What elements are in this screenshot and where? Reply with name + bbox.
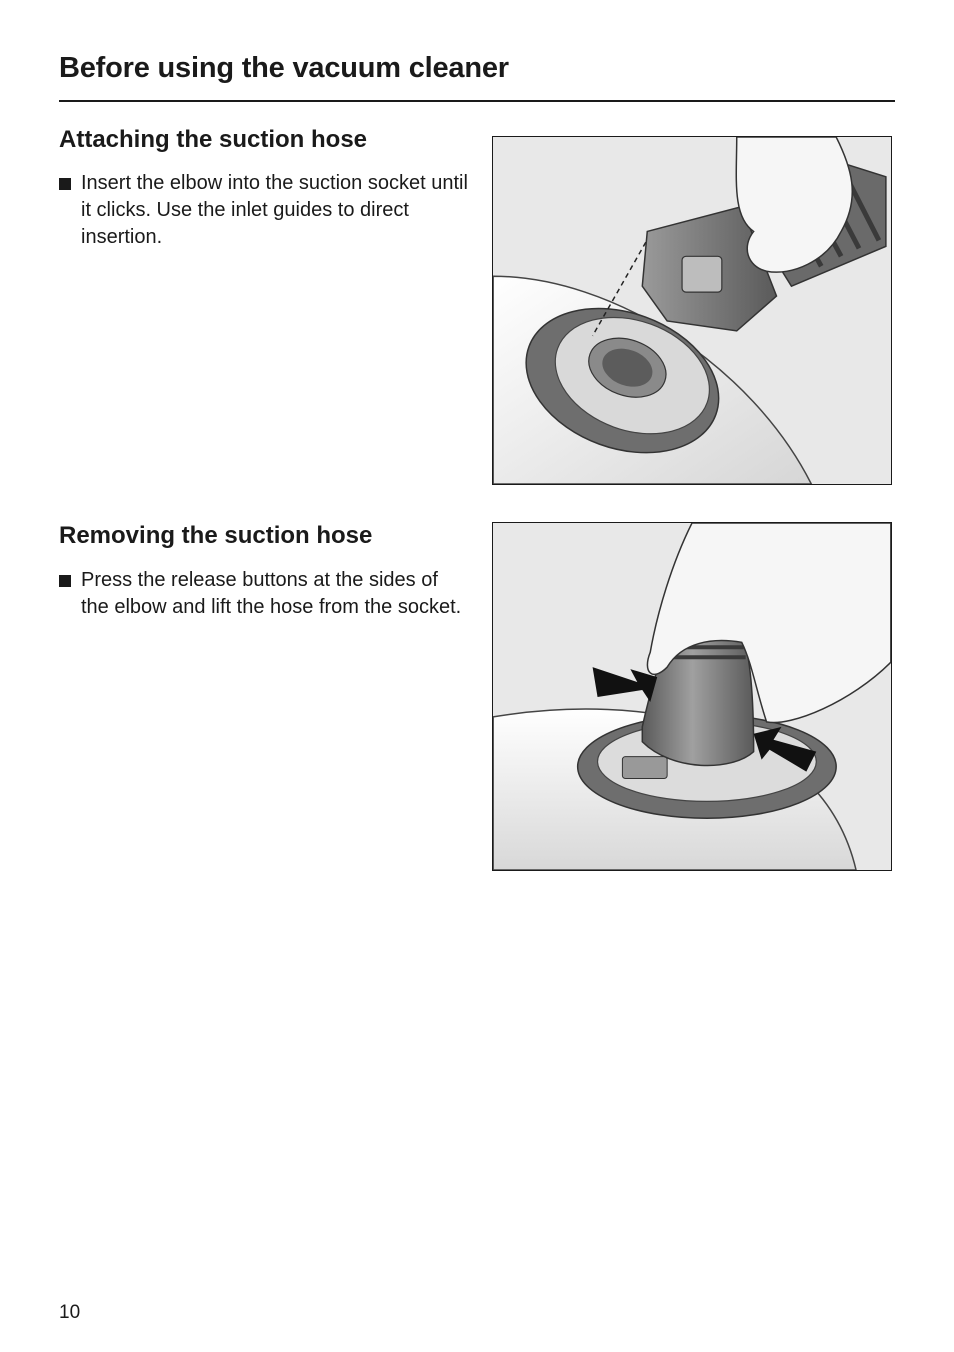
illustration-removing-hose: [492, 522, 892, 871]
section-heading-attaching: Attaching the suction hose: [59, 126, 368, 153]
page-number: 10: [59, 1302, 81, 1323]
bullet-item-removing: [59, 567, 469, 621]
bullet-text-attaching: Insert the elbow into the suction socket until it clicks. Use the inlet guides to direct insertion.: [81, 172, 468, 248]
page-title: Before using the vacuum cleaner: [59, 52, 509, 84]
bullet-text-removing: Press the release buttons at the sides of the elbow and lift the hose from the socket.: [81, 569, 462, 618]
section-heading-removing: Removing the suction hose: [59, 522, 373, 549]
title-divider: [59, 100, 895, 102]
bullet-item-attaching: [59, 170, 469, 251]
square-bullet-icon: [59, 178, 71, 190]
square-bullet-icon: [59, 575, 71, 587]
illustration-attaching-hose: [492, 136, 892, 485]
